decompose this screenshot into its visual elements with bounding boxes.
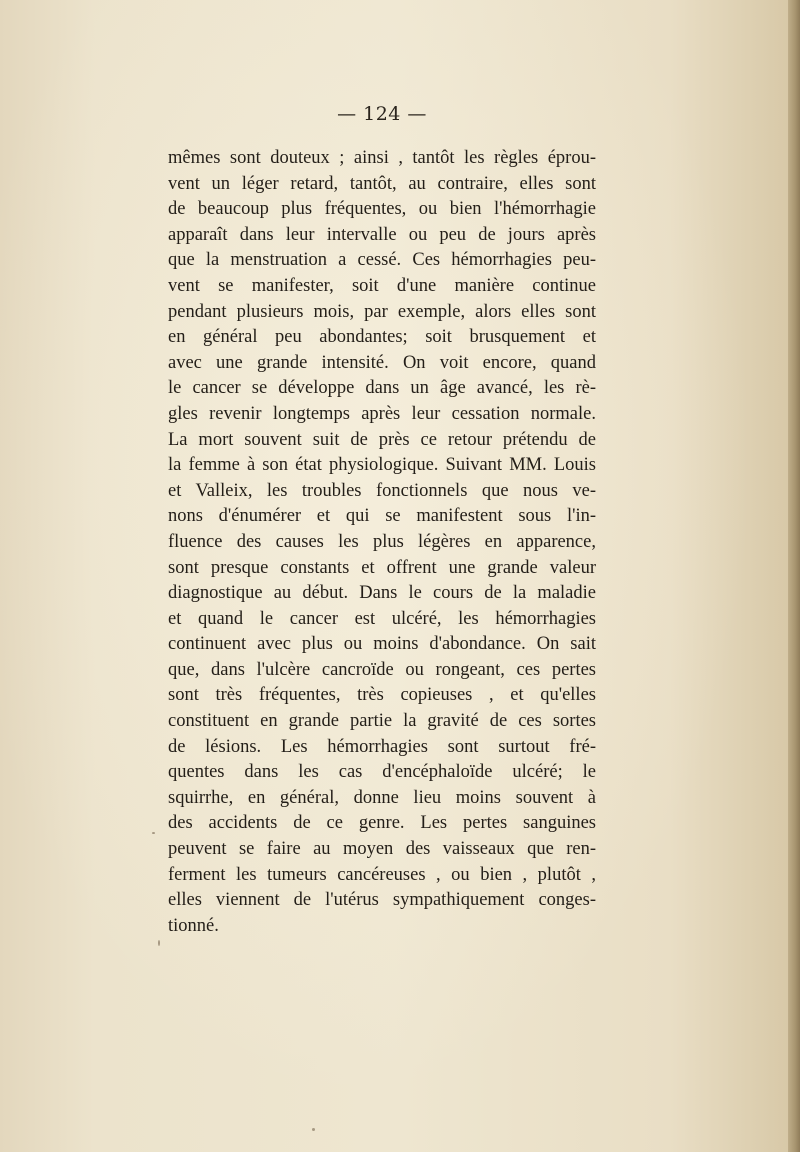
text-line: diagnostique au début. Dans le cours de la maladie: [168, 583, 596, 604]
text-line: de beaucoup plus fréquentes, ou bien l'hémorrhagie: [168, 199, 596, 220]
page-edge: [788, 0, 800, 1152]
text-line: et quand le cancer est ulcéré, les hémorrhagies: [168, 608, 596, 629]
text-line: des accidents de ce genre. Les pertes sanguines: [168, 813, 596, 834]
text-line: de lésions. Les hémorrhagies sont surtout fré-: [168, 736, 596, 757]
text-line: que, dans l'ulcère cancroïde ou rongeant, ces pertes: [168, 659, 596, 680]
text-line: le cancer se développe dans un âge avancé, les rè-: [168, 378, 596, 399]
text-line: apparaît dans leur intervalle ou peu de jours après: [168, 224, 596, 245]
text-line: tionné.: [168, 915, 219, 936]
text-line: continuent avec plus ou moins d'abondance. On sait: [168, 634, 596, 655]
text-line: gles revenir longtemps après leur cessation normale.: [168, 403, 596, 424]
body-text: [168, 146, 596, 939]
paper-speck: [158, 940, 160, 946]
text-line: que la menstruation a cessé. Ces hémorrhagies peu-: [168, 250, 596, 271]
paper-speck: [152, 832, 155, 834]
text-line: squirrhe, en général, donne lieu moins souvent à: [168, 787, 596, 808]
text-line: constituent en grande partie la gravité de ces sortes: [168, 711, 596, 732]
text-line: La mort souvent suit de près ce retour prétendu de: [168, 429, 596, 450]
text-line: avec une grande intensité. On voit encore, quand: [168, 352, 596, 373]
text-line: pendant plusieurs mois, par exemple, alors elles sont: [168, 301, 596, 322]
text-line: sont très fréquentes, très copieuses , et qu'elles: [168, 685, 596, 706]
text-line: vent un léger retard, tantôt, au contraire, elles sont: [168, 173, 596, 194]
text-line: elles viennent de l'utérus sympathiquement conges-: [168, 890, 596, 911]
text-line: et Valleix, les troubles fonctionnels que nous ve-: [168, 480, 596, 501]
text-line: la femme à son état physiologique. Suivant MM. Louis: [168, 455, 596, 476]
text-line: sont presque constants et offrent une grande valeur: [168, 557, 596, 578]
text-line: en général peu abondantes; soit brusquement et: [168, 327, 596, 348]
text-line: nons d'énumérer et qui se manifestent sous l'in-: [168, 506, 596, 527]
text-line: quentes dans les cas d'encéphaloïde ulcéré; le: [168, 762, 596, 783]
text-line: mêmes sont douteux ; ainsi , tantôt les règles éprou-: [168, 148, 596, 168]
paper-speck: [312, 1128, 315, 1131]
text-line: peuvent se faire au moyen des vaisseaux que ren-: [168, 839, 596, 860]
text-line: ferment les tumeurs cancéreuses , ou bien , plutôt ,: [168, 864, 596, 885]
page-number: — 124 —: [337, 103, 427, 125]
text-line: vent se manifester, soit d'une manière continue: [168, 275, 596, 296]
text-line: fluence des causes les plus légères en apparence,: [168, 531, 596, 552]
